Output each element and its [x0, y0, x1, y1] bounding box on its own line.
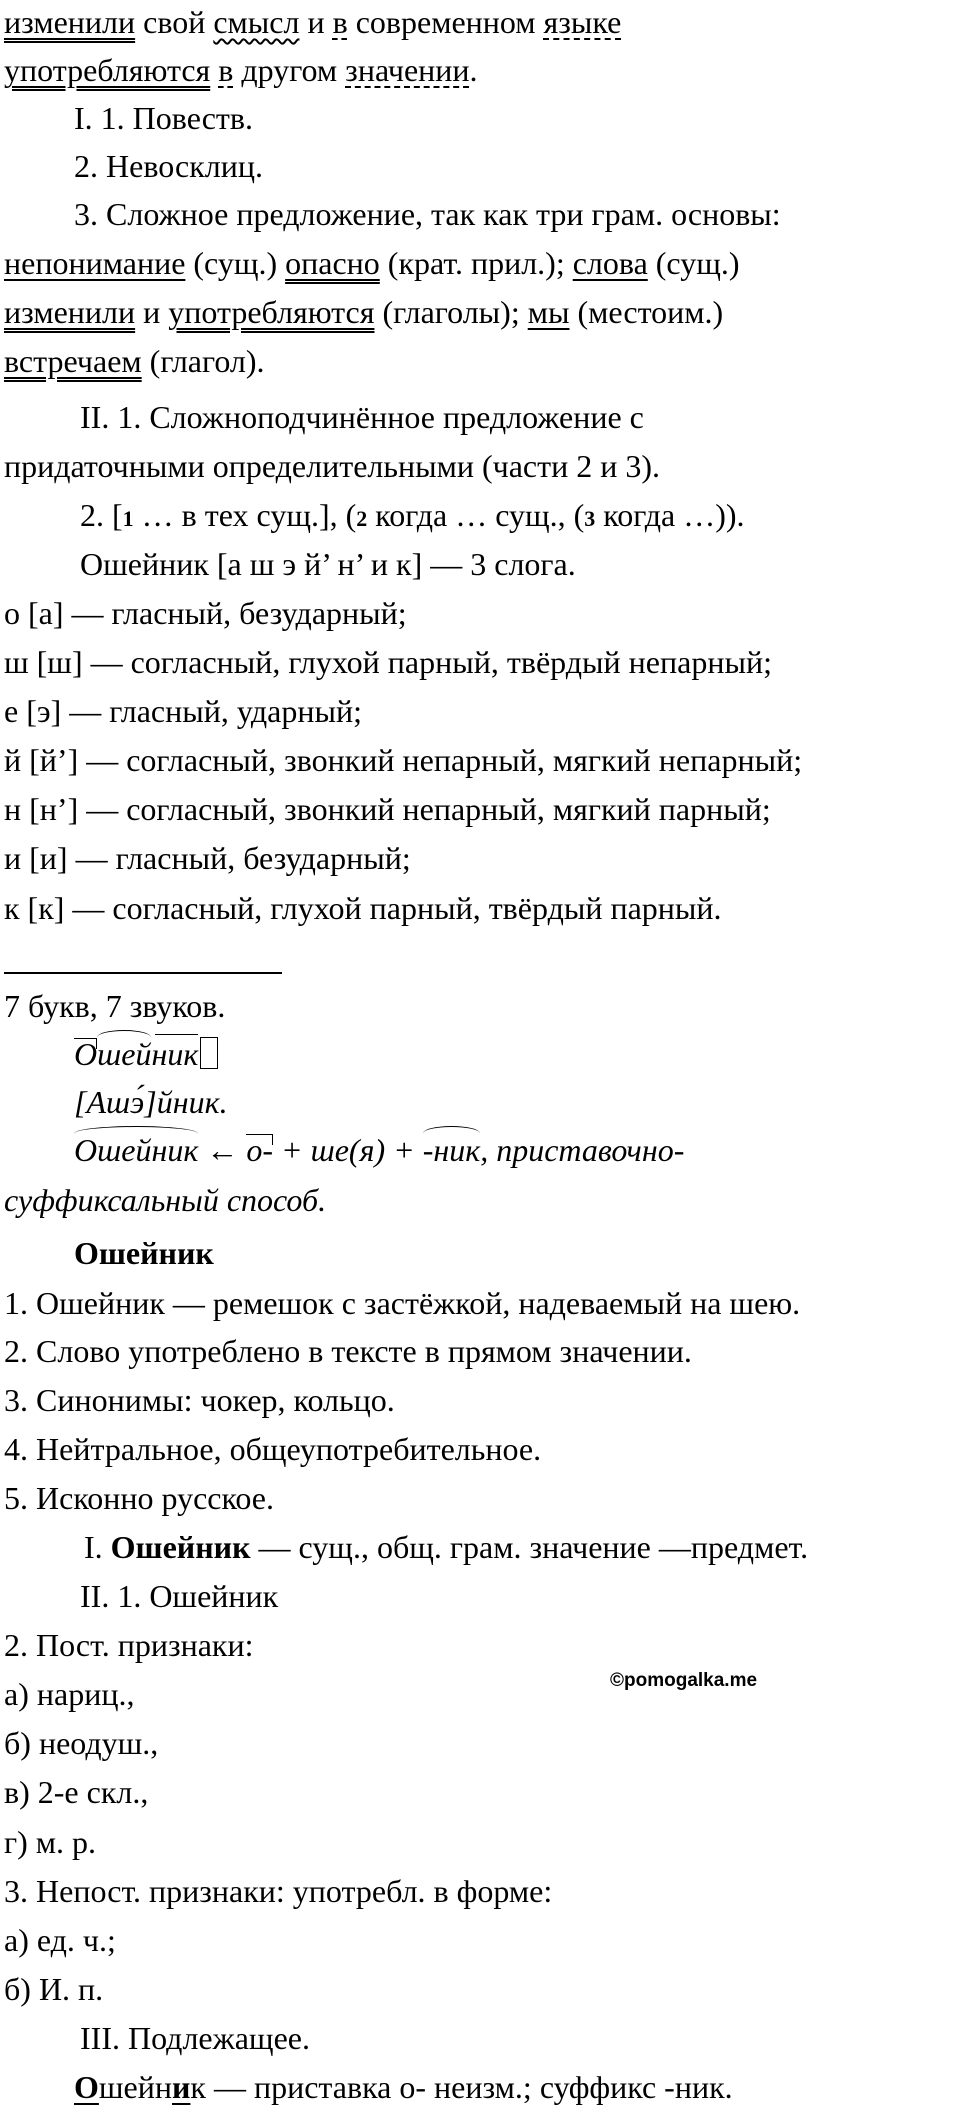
- suffix-letter: и: [171, 2069, 191, 2105]
- list-item: 1. Ошейник — ремешок с застёжкой, надеваемый на шею.: [4, 1285, 801, 1321]
- morpheme-parse: [74, 1034, 218, 1074]
- text-line: суффиксальный способ.: [4, 1182, 327, 1218]
- list-item: 3. Синонимы: чокер, кольцо.: [4, 1382, 395, 1418]
- phonetic-line: к [к] — согласный, глухой парный, твёрдый парный.: [4, 890, 722, 926]
- predicate-word: употребляются: [4, 52, 211, 88]
- text-fragment: (сущ.): [185, 245, 286, 281]
- circumstance-word: в: [332, 4, 348, 40]
- text-line: III. Подлежащее.: [80, 2020, 310, 2056]
- text-line: 2. Невосклиц.: [74, 148, 263, 184]
- text-line: 7 букв, 7 звуков.: [4, 988, 226, 1024]
- text-line: придаточными определительными (части 2 и 3).: [4, 448, 661, 484]
- list-item: 2. Слово употреблено в тексте в прямом значении.: [4, 1333, 692, 1369]
- predicate-word: изменили: [4, 4, 136, 40]
- text-line: [84, 1527, 808, 1567]
- text-fragment: (сущ.): [647, 245, 740, 281]
- derived-word: Ошейник: [74, 1132, 199, 1168]
- root-mark: шей: [97, 1036, 152, 1072]
- list-item: б) неодуш.,: [4, 1725, 159, 1761]
- text-line: 3. Непост. признаки: употребл. в форме:: [4, 1873, 553, 1909]
- prefix-letter: О: [74, 2069, 99, 2105]
- predicate-word: употребляются: [168, 294, 375, 330]
- list-item: 5. Исконно русское.: [4, 1480, 274, 1516]
- watermark: ©pomogalka.me: [610, 1670, 758, 1691]
- text-line: I. 1. Повеств.: [74, 100, 253, 136]
- text-fragment: (местоим.): [569, 294, 724, 330]
- subject-word: непонимание: [4, 245, 186, 281]
- phonetic-line: й [й’] — согласный, звонкий непарный, мягкий непарный;: [4, 742, 803, 778]
- list-item: в) 2-е скл.,: [4, 1774, 149, 1810]
- circumstance-word: в: [218, 52, 234, 88]
- suffix-mark: ник: [151, 1036, 199, 1072]
- suffix-mark: -ник: [422, 1132, 481, 1168]
- subject-word: слова: [572, 245, 648, 281]
- text-line: [4, 243, 740, 283]
- circumstance-word: значении: [345, 52, 470, 88]
- text-line: [74, 2067, 733, 2107]
- list-item: г) м. р.: [4, 1824, 97, 1860]
- text-fragment: когда … сущ., (: [367, 497, 585, 533]
- word-formation-line: [74, 1130, 684, 1170]
- transcription-line: [Ашэ́]йник.: [74, 1084, 228, 1120]
- bold-word: Ошейник: [110, 1529, 251, 1565]
- section-heading: Ошейник: [74, 1235, 214, 1271]
- predicate-word: встречаем: [4, 343, 142, 379]
- null-ending-box: [200, 1037, 218, 1069]
- text-line: [4, 50, 478, 90]
- phonetic-line: и [и] — гласный, безударный;: [4, 840, 411, 876]
- text-fragment: современном: [347, 4, 544, 40]
- text-line: [4, 2, 621, 42]
- text-fragment: когда …)).: [595, 497, 745, 533]
- text-fragment: свой: [135, 4, 214, 40]
- circumstance-word: языке: [543, 4, 622, 40]
- text-line: Ошейник [а ш э й’ н’ и к] — 3 слога.: [80, 546, 576, 582]
- text-line: 3. Сложное предложение, так как три грам. основы:: [74, 196, 781, 232]
- phonetic-line: о [а] — гласный, безударный;: [4, 595, 407, 631]
- text-fragment: и: [299, 4, 333, 40]
- part-number: 2: [356, 506, 368, 531]
- text-line: [4, 341, 265, 381]
- text-fragment: (глагол).: [141, 343, 265, 379]
- phonetic-line: ш [ш] — согласный, глухой парный, твёрдый непарный;: [4, 644, 772, 680]
- scheme-line: [80, 495, 745, 539]
- part-number: 1: [122, 506, 134, 531]
- phonetic-line: н [н’] — согласный, звонкий непарный, мягкий парный;: [4, 791, 771, 827]
- text-fragment: ←: [198, 1132, 247, 1168]
- separator-rule: [4, 972, 282, 974]
- predicate-word: опасно: [285, 245, 380, 281]
- text-fragment: 2. [: [80, 497, 123, 533]
- text-fragment: I.: [84, 1529, 111, 1565]
- subject-word: мы: [527, 294, 570, 330]
- list-item: б) И. п.: [4, 1971, 104, 2007]
- text-line: 2. Пост. признаки:: [4, 1627, 254, 1663]
- text-fragment: , приставочно-: [480, 1132, 685, 1168]
- text-fragment: — сущ., общ. грам. значение —предмет.: [250, 1529, 809, 1565]
- text-fragment: к — приставка о- неизм.; суффикс -ник.: [190, 2069, 733, 2105]
- list-item: а) ед. ч.;: [4, 1922, 116, 1958]
- list-item: 4. Нейтральное, общеупотребительное.: [4, 1431, 542, 1467]
- text-fragment: … в тех сущ.], (: [133, 497, 357, 533]
- text-fragment: + ше(я) +: [272, 1132, 423, 1168]
- prefix-mark: О: [74, 1036, 98, 1072]
- attribute-word: смысл: [213, 4, 300, 40]
- text-fragment: и: [135, 294, 169, 330]
- text-fragment: шейн: [98, 2069, 172, 2105]
- text-line: [4, 292, 723, 332]
- part-number: 3: [584, 506, 596, 531]
- text-line: II. 1. Сложноподчинённое предложение с: [80, 399, 644, 435]
- predicate-word: изменили: [4, 294, 136, 330]
- text-fragment: .: [469, 52, 478, 88]
- text-fragment: другом: [233, 52, 346, 88]
- text-fragment: (крат. прил.);: [379, 245, 573, 281]
- text-line: II. 1. Ошейник: [80, 1578, 279, 1614]
- list-item: а) нариц.,: [4, 1676, 135, 1712]
- prefix-mark: о-: [246, 1132, 273, 1168]
- text-fragment: (глаголы);: [374, 294, 528, 330]
- phonetic-line: е [э] — гласный, ударный;: [4, 693, 362, 729]
